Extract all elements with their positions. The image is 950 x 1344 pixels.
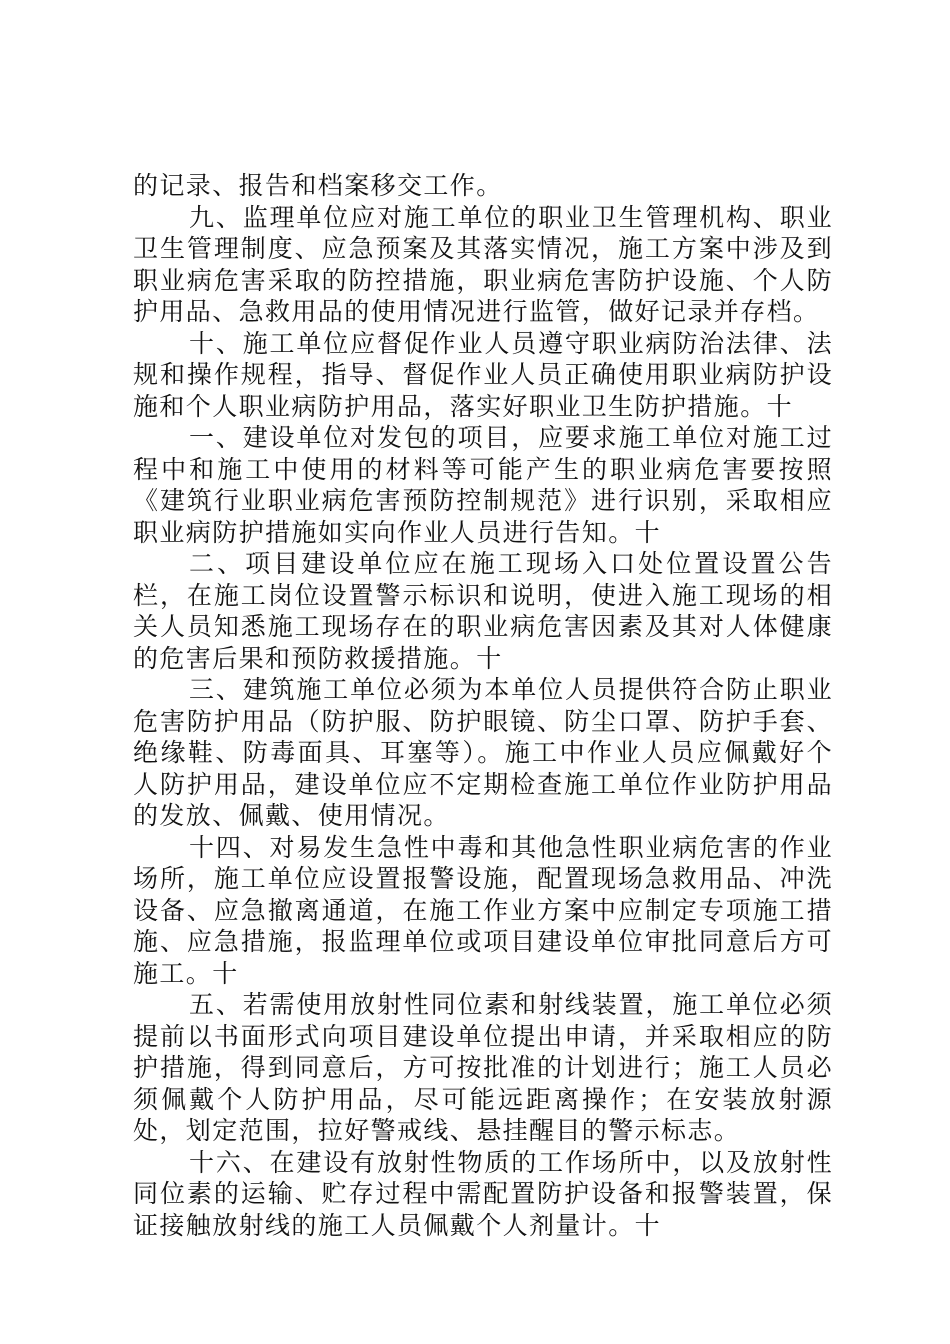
paragraph-6: 三、建筑施工单位必须为本单位人员提供符合防止职业危害防护用品（防护服、防护眼镜、防尘口罩、防护手套、绝缘鞋、防毒面具、耳塞等）。施工中作业人员应佩戴好个人防护用品，建设单位应不定期检查施工单位作业防护用品的发放、佩戴、使用情况。 xyxy=(133,675,833,830)
paragraph-5: 二、项目建设单位应在施工现场入口处位置设置公告栏，在施工岗位设置警示标识和说明，使进入施工现场的相关人员知悉施工现场存在的职业病危害因素及其对人体健康的危害后果和预防救援措施。十 xyxy=(133,549,833,673)
paragraph-8: 五、若需使用放射性同位素和射线装置，施工单位必须提前以书面形式向项目建设单位提出申请，并采取相应的防护措施，得到同意后，方可按批准的计划进行；施工人员必须佩戴个人防护用品，尽可能远距离操作；在安装放射源处，划定范围，拉好警戒线、悬挂醒目的警示标志。 xyxy=(133,990,833,1145)
paragraph-3: 十、施工单位应督促作业人员遵守职业病防治法律、法规和操作规程，指导、督促作业人员正确使用职业病防护设施和个人职业病防护用品，落实好职业卫生防护措施。十 xyxy=(133,328,833,421)
paragraph-9: 十六、在建设有放射性物质的工作场所中，以及放射性同位素的运输、贮存过程中需配置防护设备和报警装置，保证接触放射线的施工人员佩戴个人剂量计。十 xyxy=(133,1147,833,1240)
paragraph-1: 的记录、报告和档案移交工作。 xyxy=(133,171,503,200)
paragraph-7: 十四、对易发生急性中毒和其他急性职业病危害的作业场所，施工单位应设置报警设施，配置现场急救用品、冲洗设备、应急撤离通道，在施工作业方案中应制定专项施工措施、应急措施，报监理单位或项目建设单位审批同意后方可施工。十 xyxy=(133,832,833,988)
document-body xyxy=(133,170,833,1241)
paragraph-4: 一、建设单位对发包的项目，应要求施工单位对施工过程中和施工中使用的材料等可能产生的职业病危害要按照《建筑行业职业病危害预防控制规范》进行识别，采取相应职业病防护措施如实向作业人员进行告知。十 xyxy=(133,423,833,547)
paragraph-2: 九、监理单位应对施工单位的职业卫生管理机构、职业卫生管理制度、应急预案及其落实情况，施工方案中涉及到职业病危害采取的防控措施，职业病危害防护设施、个人防护用品、急救用品的使用情况进行监管，做好记录并存档。 xyxy=(133,202,833,326)
